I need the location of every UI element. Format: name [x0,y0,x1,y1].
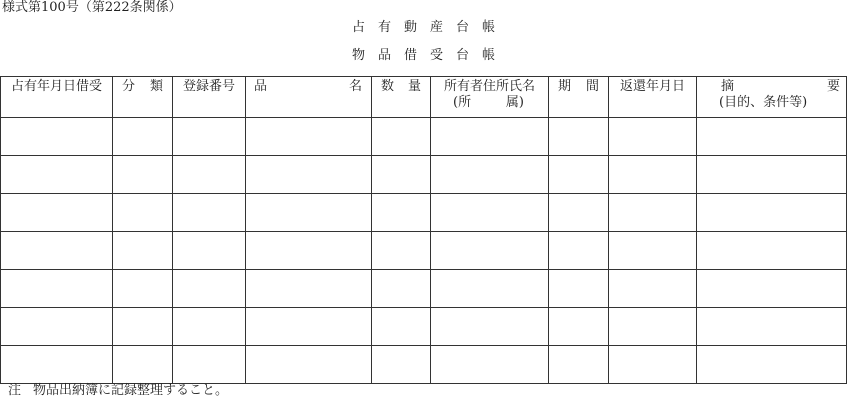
header-classification [113,77,173,118]
table-cell [173,156,246,194]
header-period-label [549,79,608,95]
header-classification-char-1: 分 [122,79,136,94]
table-cell [1,232,113,270]
header-classification-label [113,79,172,95]
table-cell [1,346,113,384]
table-cell [173,232,246,270]
header-owner-address-name-label [431,79,548,111]
header-item-name-char-2: 名 [348,79,362,94]
table-cell [113,156,173,194]
table-cell [609,308,697,346]
table-cell [372,156,431,194]
ledger-body [1,118,847,384]
table-cell [1,270,113,308]
table-cell [549,346,609,384]
table-cell [113,194,173,232]
header-remarks-char-2: 要 [826,79,840,94]
table-cell [113,118,173,156]
form-number: 様式第100号（第222条関係） [2,0,182,15]
table-cell [372,270,431,308]
table-cell [549,308,609,346]
header-return-date-label: 返還年月日 [619,79,685,94]
ledger-table [0,76,847,384]
header-quantity-char-2: 量 [407,79,421,94]
table-cell [173,346,246,384]
table-cell [697,194,847,232]
table-cell [431,270,549,308]
table-row [1,194,847,232]
table-cell [697,308,847,346]
table-cell [246,232,372,270]
table-cell [609,194,697,232]
header-item-name-char-1: 品 [254,79,268,94]
table-cell [113,232,173,270]
ledger-title-occupied-property: 占 有 動 産 台 帳 [351,20,495,35]
table-cell [246,118,372,156]
table-cell [609,156,697,194]
header-owner-affiliation-open: (所 [453,95,472,110]
header-quantity-char-1: 数 [381,79,395,94]
table-cell [697,156,847,194]
table-cell [431,346,549,384]
table-cell [1,118,113,156]
table-cell [549,118,609,156]
header-registration-number-label: 登録番号 [182,79,235,94]
header-period [549,77,609,118]
table-cell [246,156,372,194]
table-cell [549,156,609,194]
table-cell [372,118,431,156]
table-cell [609,118,697,156]
header-occupied-date [1,77,113,118]
table-row [1,232,847,270]
table-cell [697,118,847,156]
table-cell [609,270,697,308]
table-cell [697,232,847,270]
footnote [8,383,228,399]
table-cell [609,346,697,384]
table-cell [1,156,113,194]
footnote-text: 物品出納簿に記録整理すること。 [33,383,229,398]
header-remarks [697,77,847,118]
table-cell [549,232,609,270]
table-row [1,308,847,346]
header-quantity-label [372,79,430,95]
header-classification-char-2: 類 [149,79,163,94]
table-row [1,156,847,194]
table-cell [173,308,246,346]
table-cell [609,232,697,270]
table-cell [549,194,609,232]
table-cell [246,194,372,232]
table-cell [173,194,246,232]
header-return-date [609,77,697,118]
header-item-name-label [246,79,371,95]
header-owner-affiliation-close: 属) [505,95,524,110]
header-period-char-1: 期 [558,79,572,94]
table-cell [372,346,431,384]
table-row [1,118,847,156]
table-cell [113,308,173,346]
header-owner-line-2 [431,95,548,111]
table-cell [173,270,246,308]
table-cell [113,346,173,384]
header-remarks-line-1 [697,79,846,95]
header-remarks-char-1: 摘 [721,79,735,94]
table-row [1,270,847,308]
table-cell [173,118,246,156]
table-cell [697,346,847,384]
table-cell [431,118,549,156]
header-period-char-2: 間 [585,79,599,94]
table-cell [1,308,113,346]
header-remarks-line-2: (目的、条件等) [719,95,808,110]
table-cell [431,308,549,346]
table-cell [246,270,372,308]
ledger-title-borrowed-goods: 物 品 借 受 台 帳 [351,48,495,63]
table-cell [431,232,549,270]
table-row [1,346,847,384]
table-cell [246,346,372,384]
header-remarks-label [697,79,846,111]
table-cell [697,270,847,308]
footnote-label: 注 [8,383,22,398]
header-occupied-date-label: 占有年月日借受 [10,79,102,94]
header-owner-address-name [431,77,549,118]
table-cell [372,194,431,232]
table-cell [372,232,431,270]
table-cell [113,270,173,308]
header-quantity [372,77,431,118]
table-cell [431,156,549,194]
table-cell [246,308,372,346]
table-cell [549,270,609,308]
header-registration-number [173,77,246,118]
header-item-name [246,77,372,118]
table-cell [1,194,113,232]
header-row [1,77,847,118]
header-owner-line-1: 所有者住所氏名 [443,79,535,94]
table-cell [372,308,431,346]
table-cell [431,194,549,232]
